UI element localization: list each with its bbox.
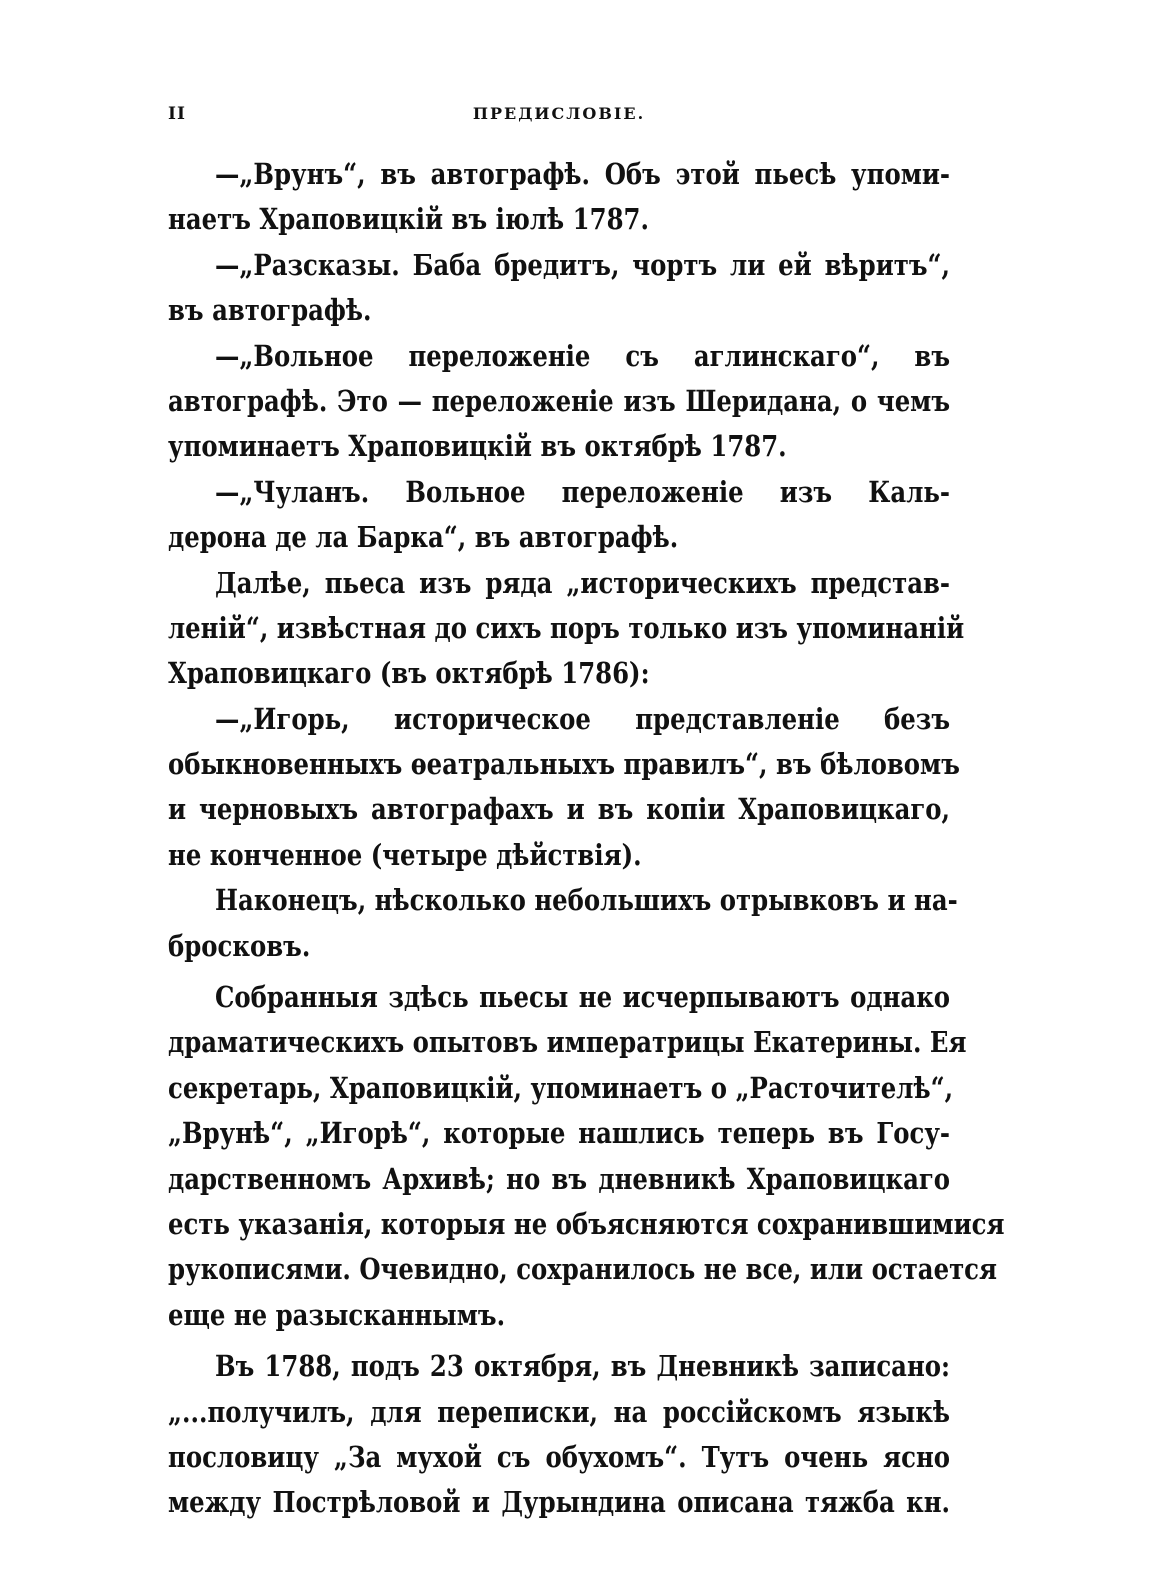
text-line: наетъ Храповицкій въ іюлѣ 1787.	[168, 202, 649, 237]
text-line: секретарь, Храповицкій, упоминаетъ о „Расточителѣ“,	[168, 1070, 954, 1105]
text-line: —„Чуланъ. Вольное переложеніе изъ Каль-	[215, 474, 951, 509]
text-line: Наконецъ, нѣсколько небольшихъ отрывковъ и на-	[215, 883, 958, 918]
text-line: въ автографѣ.	[168, 293, 372, 328]
text-line: Храповицкаго (въ октябрѣ 1786):	[168, 656, 650, 691]
text-line: —„Врунъ“, въ автографѣ. Объ этой пьесѣ упоми-	[215, 157, 951, 191]
text-line: „Врунѣ“, „Игорѣ“, которые нашлись теперь въ Госу-	[168, 1116, 951, 1151]
text-line: „...получилъ, для переписки, на россійскомъ языкѣ	[168, 1394, 951, 1429]
text-line: не конченное (четыре дѣйствія).	[168, 837, 642, 872]
text-line: Далѣе, пьеса изъ ряда „историческихъ представ-	[215, 565, 951, 600]
body-text	[168, 152, 1005, 1526]
text-line: пословицу „За мухой съ обухомъ“. Тутъ очень ясно	[168, 1439, 951, 1474]
text-line: бросковъ.	[168, 928, 311, 963]
page-number: II	[168, 104, 186, 124]
text-line: драматическихъ опытовъ императрицы Екатерины. Ея	[168, 1025, 967, 1060]
text-line: Въ 1788, подъ 23 октября, въ Дневникѣ записано:	[215, 1349, 951, 1384]
text-line: —„Игорь, историческое представленіе безъ	[215, 701, 951, 736]
text-line: между Пострѣловой и Дурындина описана тяжба кн.	[168, 1485, 951, 1520]
text-line: обыкновенныхъ ѳеатральныхъ правилъ“, въ бѣловомъ	[168, 747, 960, 782]
text-line: —„Вольное переложеніе съ аглинскаго“, въ	[215, 338, 951, 373]
text-line: и черновыхъ автографахъ и въ копіи Храповицкаго,	[168, 792, 951, 827]
text-line: —„Разсказы. Баба бредитъ, чортъ ли ей вѣритъ“,	[215, 247, 951, 282]
text-line: автографѣ. Это — переложеніе изъ Шеридана, о чемъ	[168, 383, 951, 418]
text-line: рукописями. Очевидно, сохранилось не все, или остается	[168, 1252, 998, 1287]
text-line: есть указанія, которыя не объясняются сохранившимися	[168, 1206, 1005, 1241]
running-head: ПРЕДИСЛОВІЕ.	[472, 104, 646, 123]
text-line: леній“, извѣстная до сихъ поръ только изъ упоминаній	[168, 610, 965, 645]
text-line: дарственномъ Архивѣ; но въ дневникѣ Храповицкаго	[168, 1161, 951, 1196]
text-line: упоминаетъ Храповицкій въ октябрѣ 1787.	[168, 429, 787, 464]
text-line: еще не разысканнымъ.	[168, 1297, 506, 1332]
text-line: Собранныя здѣсь пьесы не исчерпываютъ однако	[215, 980, 951, 1015]
text-line: дерона де ла Барка“, въ автографѣ.	[168, 520, 679, 555]
page-header	[168, 104, 950, 128]
